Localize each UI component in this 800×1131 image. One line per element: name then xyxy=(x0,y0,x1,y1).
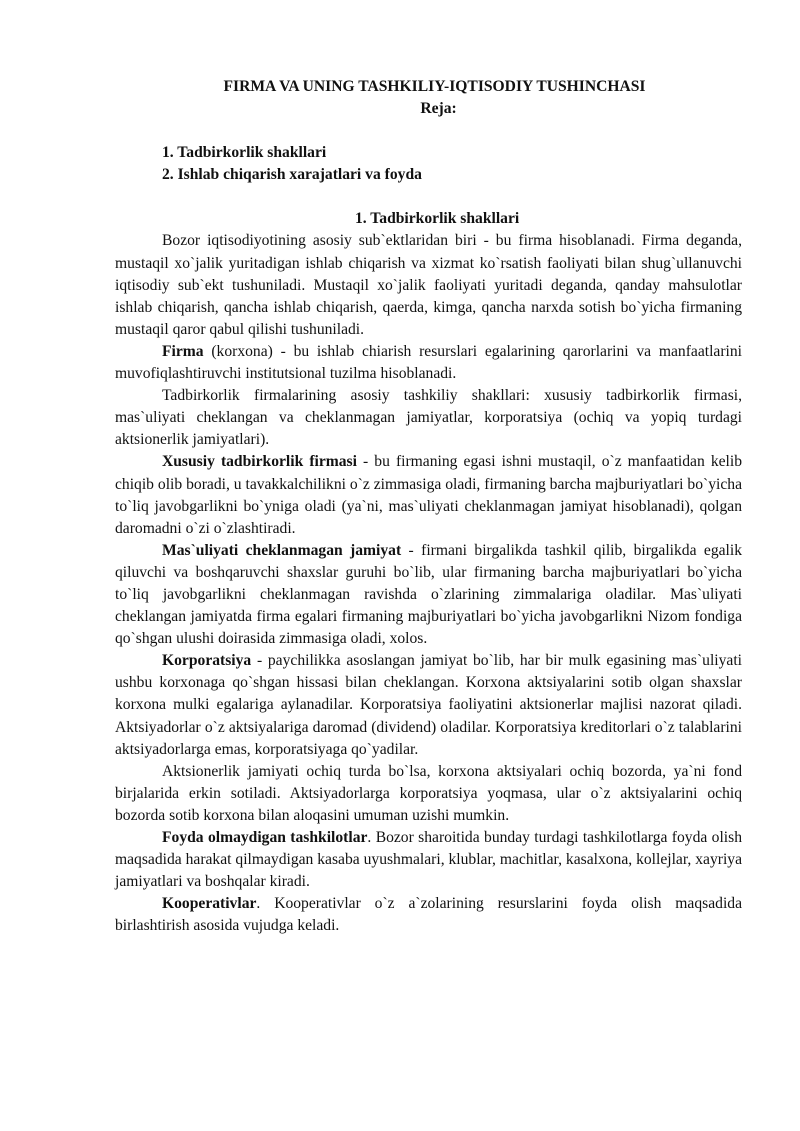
paragraph xyxy=(115,341,742,385)
document-title: FIRMA VA UNING TASHKILIY-IQTISODIY TUSHINCHASI xyxy=(223,78,646,95)
paragraph xyxy=(115,893,742,937)
paragraph-text: Aktsionerlik jamiyati ochiq turda bo`lsa, korxona aktsiyalari ochiq bozorda, ya`ni fond birjalarida erkin sotiladi. Aktsiyadorlarga korporatsiya yoqmasa, ular o`z aktsiyalarini ochiq bozorda sotib korxona bilan aloqasini umuman uzishi mumkin. xyxy=(115,762,742,824)
paragraph xyxy=(115,540,742,650)
paragraph xyxy=(115,827,742,893)
paragraph-text: - paychilikka asoslangan jamiyat bo`lib, har bir mulk egasining mas`uliyati ushbu korxonaga qo`shgan hissasi bilan cheklangan. Korxona aktsiyalarini sotib olgan shaxslar korxona mulki egalariga aylanadilar. Korporatsiya faoliyatini aktsionerlar majlisi nazorat qiladi. Aktsiyadorlar o`z aktsiyalariga daromad (dividend) oladilar. Korporatsiya kreditorlari o`z talablarini aktsiyadorlarga emas, korporatsiyaga qo`yadilar. xyxy=(115,652,742,758)
paragraph-text: Tadbirkorlik firmalarining asosiy tashkiliy shakllari: xususiy tadbirkorlik firmasi, mas`uliyati cheklangan va cheklanmagan jamiyatlar, korporatsiya (ochiq va yopiq turdagi aktsionerlik jamiyatlari). xyxy=(115,387,742,449)
paragraph xyxy=(115,451,742,539)
paragraph xyxy=(115,230,742,340)
document-page xyxy=(115,76,742,937)
paragraph xyxy=(115,650,742,760)
section-heading: 1. Tadbirkorlik shakllari xyxy=(355,210,520,228)
plan-item: 1. Tadbirkorlik shakllari xyxy=(162,144,327,162)
paragraph-term: Firma xyxy=(162,342,204,360)
paragraph-term: Kooperativlar xyxy=(162,895,257,913)
paragraph-text: - firmani birgalikda tashkil qilib, birgalikda egalik qiluvchi va boshqaruvchi shaxslar guruhi bo`lib, ular firmaning barcha majburiyatlari bo`yicha to`liq javobgarlikni cheklanmagan ravishda o`zlarining zimmalariga oladilar. Mas`uliyati cheklangan jamiyatda firma egalari firmaning majburiyatlari bo`yicha javobgarlikni Nizom fondiga qo`shgan ulushi doirasida zimmasiga oladi, xolos. xyxy=(115,541,742,648)
paragraph-text: Bozor iqtisodiyotining asosiy sub`ektlaridan biri - bu firma hisoblanadi. Firma deganda, mustaqil xo`jalik yuritadigan ishlab chiqarish va xizmat ko`rsatish faoliyati bilan shug`ullanuvchi iqtisodiy sub`ekt tushuniladi. Mustaqil xo`jalik faoliyati yuritadi deganda, qanday mahsulotlar ishlab chiqarish, qancha ishlab chiqarish, qaerda, kimga, qancha narxda sotish bo`yicha firmaning mustaqil qaror qabul qilishi tushuniladi. xyxy=(115,232,742,338)
paragraph-text: . Bozor sharoitida bunday turdagi tashkilotlarga foyda olish maqsadida harakat qilmaydigan kasaba uyushmalari, klublar, machitlar, kasalxona, kollejlar, xayriya jamiyatlari va boshqalar kiradi. xyxy=(115,829,742,891)
paragraph-term: Foyda olmaydigan tashkilotlar xyxy=(162,829,368,846)
paragraph xyxy=(115,385,742,451)
paragraph-term: Mas`uliyati cheklanmagan jamiyat xyxy=(162,541,402,559)
plan-heading: Reja: xyxy=(420,100,457,118)
paragraph-text: (korxona) - bu ishlab chiarish resurslari egalarining qarorlarini va manfaatlarini muvofiqlashtiruvchi institutsional tuzilma hisoblanadi. xyxy=(115,342,742,383)
plan-item: 2. Ishlab chiqarish xarajatlari va foyda xyxy=(162,166,422,184)
paragraph xyxy=(115,761,742,827)
paragraph-term: Xususiy tadbirkorlik firmasi xyxy=(162,453,357,471)
paragraph-term: Korporatsiya xyxy=(162,652,252,670)
paragraph-text: - bu firmaning egasi ishni mustaqil, o`z manfaatidan kelib chiqib olib boradi, u tavakkalchilikni o`z zimmasiga oladi, firmaning barcha majburiyatlari bo`yicha to`liq javobgarlikni bo`yniga oladi (ya`ni, mas`uliyati cheklanmagan jamiyat hisoblanadi), qolgan daromadni o`zi o`zlashtiradi. xyxy=(115,453,742,537)
plan-list xyxy=(115,142,742,186)
paragraph-text: . Kooperativlar o`z a`zolarining resurslarini foyda olish maqsadida birlashtirish asosida vujudga keladi. xyxy=(115,895,742,935)
